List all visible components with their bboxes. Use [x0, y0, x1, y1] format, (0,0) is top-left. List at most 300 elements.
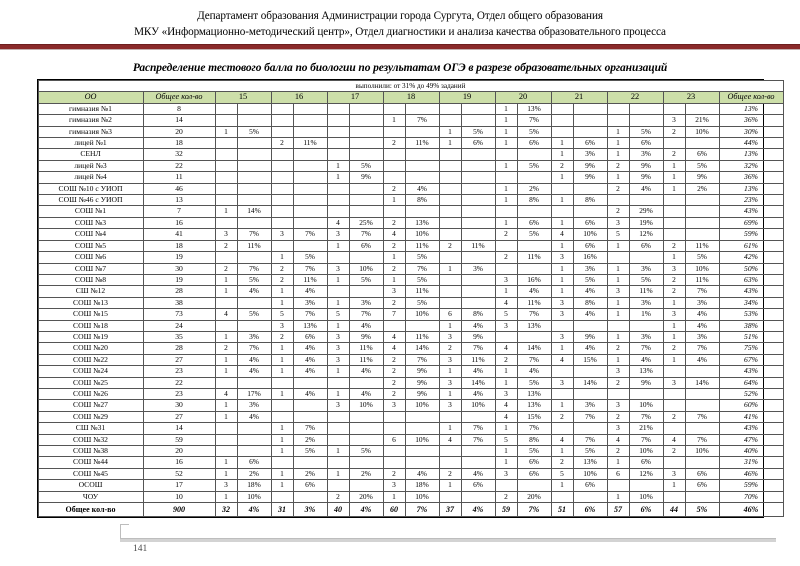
cell-pct-18: 10% — [405, 229, 439, 240]
row-org-name: СОШ №1 — [38, 206, 143, 217]
cell-pct-23: 9% — [685, 172, 719, 183]
cell-count-19: 2 — [439, 240, 461, 251]
cell-count-21: 1 — [551, 263, 573, 274]
cell-pct-17: 4% — [349, 388, 383, 399]
cell-count-15: 1 — [215, 206, 237, 217]
cell-count-17: 3 — [327, 354, 349, 365]
cell-count-19 — [439, 297, 461, 308]
cell-count-18 — [383, 172, 405, 183]
cell-count-23: 2 — [663, 240, 685, 251]
cell-pct-17 — [349, 103, 383, 114]
cell-count-15: 1 — [215, 126, 237, 137]
cell-pct-21: 16% — [573, 252, 607, 263]
cell-pct-23 — [685, 457, 719, 468]
cell-pct-18: 4% — [405, 183, 439, 194]
cell-pct-23: 5% — [685, 160, 719, 171]
row-grand-total-pct: 43% — [719, 286, 783, 297]
cell-pct-23: 7% — [685, 286, 719, 297]
cell-pct-15: 4% — [237, 286, 271, 297]
cell-pct-22: 19% — [629, 217, 663, 228]
row-org-name: СОШ №24 — [38, 366, 143, 377]
cell-count-21: 1 — [551, 286, 573, 297]
cell-pct-21: 10% — [573, 229, 607, 240]
cell-pct-18: 4% — [405, 468, 439, 479]
cell-count-15: 3 — [215, 480, 237, 491]
cell-pct-16 — [293, 115, 327, 126]
cell-count-18: 4 — [383, 331, 405, 342]
table-row — [38, 115, 783, 126]
table-row — [38, 411, 783, 422]
results-table-body — [38, 81, 783, 517]
cell-pct-15: 3% — [237, 400, 271, 411]
cell-pct-20: 13% — [517, 103, 551, 114]
cell-pct-19 — [461, 149, 495, 160]
cell-pct-18: 7% — [405, 354, 439, 365]
cell-pct-16: 5% — [293, 252, 327, 263]
cell-count-15 — [215, 172, 237, 183]
cell-pct-20: 5% — [517, 160, 551, 171]
cell-pct-17: 20% — [349, 491, 383, 502]
cell-pct-20: 6% — [517, 457, 551, 468]
row-total-count: 14 — [143, 423, 215, 434]
cell-pct-15 — [237, 377, 271, 388]
row-org-name: СОШ №27 — [38, 400, 143, 411]
cell-count-20: 59 — [495, 503, 517, 517]
cell-pct-19: 3% — [461, 263, 495, 274]
cell-count-16: 2 — [271, 331, 293, 342]
column-header-grand-total: Общее кол-во — [719, 92, 783, 103]
cell-count-23: 44 — [663, 503, 685, 517]
cell-count-19 — [439, 172, 461, 183]
cell-pct-15 — [237, 423, 271, 434]
cell-count-21 — [551, 423, 573, 434]
cell-pct-16 — [293, 491, 327, 502]
cell-pct-19: 11% — [461, 354, 495, 365]
table-banner-row — [38, 81, 783, 92]
cell-pct-15: 3% — [237, 331, 271, 342]
cell-count-22: 2 — [607, 183, 629, 194]
cell-pct-22 — [629, 252, 663, 263]
table-row — [38, 217, 783, 228]
table-row — [38, 388, 783, 399]
cell-count-18: 1 — [383, 252, 405, 263]
cell-pct-15 — [237, 138, 271, 149]
cell-count-23 — [663, 366, 685, 377]
cell-pct-16: 4% — [293, 286, 327, 297]
cell-count-22 — [607, 320, 629, 331]
cell-pct-23: 10% — [685, 263, 719, 274]
row-org-name: гимназия №2 — [38, 115, 143, 126]
cell-count-22: 1 — [607, 126, 629, 137]
cell-count-21: 3 — [551, 377, 573, 388]
cell-count-17: 3 — [327, 263, 349, 274]
cell-count-18: 2 — [383, 240, 405, 251]
cell-pct-22 — [629, 320, 663, 331]
cell-count-23: 3 — [663, 115, 685, 126]
cell-count-21 — [551, 320, 573, 331]
cell-pct-18: 11% — [405, 331, 439, 342]
cell-count-17: 1 — [327, 297, 349, 308]
cell-count-22: 5 — [607, 229, 629, 240]
cell-pct-20 — [517, 240, 551, 251]
row-total-count: 11 — [143, 172, 215, 183]
row-org-name: СОШ №4 — [38, 229, 143, 240]
cell-count-22: 1 — [607, 457, 629, 468]
cell-pct-18: 18% — [405, 480, 439, 491]
cell-pct-23: 2% — [685, 183, 719, 194]
cell-pct-21: 6% — [573, 480, 607, 491]
cell-pct-16: 2% — [293, 468, 327, 479]
cell-count-20: 2 — [495, 252, 517, 263]
cell-pct-15: 10% — [237, 491, 271, 502]
cell-count-19: 2 — [439, 468, 461, 479]
cell-pct-19 — [461, 446, 495, 457]
cell-count-22 — [607, 115, 629, 126]
row-org-name: СЕНЛ — [38, 149, 143, 160]
cell-pct-20 — [517, 263, 551, 274]
cell-count-20: 1 — [495, 286, 517, 297]
cell-count-15: 2 — [215, 240, 237, 251]
cell-count-23: 4 — [663, 434, 685, 445]
cell-pct-23 — [685, 229, 719, 240]
cell-count-16: 5 — [271, 309, 293, 320]
row-org-name: СОШ №5 — [38, 240, 143, 251]
header-divider — [0, 44, 800, 50]
cell-count-17: 1 — [327, 274, 349, 285]
cell-count-16: 1 — [271, 354, 293, 365]
cell-pct-21: 7% — [573, 411, 607, 422]
cell-pct-16: 4% — [293, 366, 327, 377]
cell-pct-19 — [461, 160, 495, 171]
cell-count-19 — [439, 160, 461, 171]
cell-count-23: 1 — [663, 297, 685, 308]
cell-pct-21 — [573, 388, 607, 399]
row-org-name: СОШ №45 — [38, 468, 143, 479]
table-row — [38, 457, 783, 468]
cell-pct-22: 21% — [629, 423, 663, 434]
cell-count-15 — [215, 160, 237, 171]
table-row — [38, 354, 783, 365]
row-grand-total-pct: 31% — [719, 457, 783, 468]
cell-pct-17: 6% — [349, 240, 383, 251]
cell-count-18: 1 — [383, 115, 405, 126]
cell-count-23: 1 — [663, 172, 685, 183]
cell-count-18 — [383, 423, 405, 434]
cell-count-16: 1 — [271, 286, 293, 297]
cell-pct-21 — [573, 320, 607, 331]
cell-count-20 — [495, 206, 517, 217]
cell-pct-17 — [349, 126, 383, 137]
cell-count-22: 3 — [607, 286, 629, 297]
cell-count-16 — [271, 149, 293, 160]
cell-count-17: 1 — [327, 446, 349, 457]
cell-pct-19 — [461, 229, 495, 240]
cell-pct-20: 11% — [517, 297, 551, 308]
cell-pct-23: 7% — [685, 411, 719, 422]
cell-count-17: 3 — [327, 331, 349, 342]
table-row — [38, 274, 783, 285]
table-row — [38, 160, 783, 171]
cell-count-22: 3 — [607, 400, 629, 411]
cell-pct-17: 10% — [349, 400, 383, 411]
row-total-count: 10 — [143, 491, 215, 502]
cell-count-15 — [215, 320, 237, 331]
table-row — [38, 240, 783, 251]
cell-pct-20: 2% — [517, 183, 551, 194]
cell-count-17: 1 — [327, 468, 349, 479]
row-total-count: 35 — [143, 331, 215, 342]
cell-pct-19 — [461, 172, 495, 183]
cell-pct-15 — [237, 160, 271, 171]
cell-count-17 — [327, 149, 349, 160]
cell-pct-17: 4% — [349, 320, 383, 331]
cell-pct-17: 4% — [349, 366, 383, 377]
cell-count-19: 1 — [439, 263, 461, 274]
cell-pct-16: 6% — [293, 331, 327, 342]
cell-pct-21 — [573, 103, 607, 114]
cell-pct-16: 7% — [293, 263, 327, 274]
cell-count-15 — [215, 195, 237, 206]
cell-pct-15: 18% — [237, 480, 271, 491]
cell-pct-21 — [573, 183, 607, 194]
cell-count-19 — [439, 446, 461, 457]
cell-count-15: 1 — [215, 400, 237, 411]
cell-pct-19: 4% — [461, 320, 495, 331]
cell-count-21 — [551, 206, 573, 217]
row-total-count: 20 — [143, 446, 215, 457]
cell-count-17 — [327, 183, 349, 194]
row-grand-total-pct: 46% — [719, 468, 783, 479]
column-header-score-22: 22 — [607, 92, 663, 103]
row-org-name: СШ №12 — [38, 286, 143, 297]
cell-count-20: 1 — [495, 183, 517, 194]
cell-count-21 — [551, 366, 573, 377]
cell-count-21: 1 — [551, 274, 573, 285]
cell-count-22: 1 — [607, 274, 629, 285]
cell-count-15 — [215, 149, 237, 160]
cell-count-17 — [327, 286, 349, 297]
cell-count-20 — [495, 331, 517, 342]
cell-count-16 — [271, 183, 293, 194]
row-org-name: СОШ №8 — [38, 274, 143, 285]
cell-count-17: 1 — [327, 160, 349, 171]
cell-pct-17 — [349, 434, 383, 445]
cell-pct-18: 9% — [405, 377, 439, 388]
cell-count-17 — [327, 126, 349, 137]
row-grand-total-pct: 42% — [719, 252, 783, 263]
cell-pct-18: 7% — [405, 503, 439, 517]
row-org-name: СОШ №26 — [38, 388, 143, 399]
cell-count-22: 3 — [607, 217, 629, 228]
cell-pct-22: 9% — [629, 172, 663, 183]
cell-pct-15: 17% — [237, 388, 271, 399]
cell-pct-16: 4% — [293, 388, 327, 399]
cell-pct-15 — [237, 252, 271, 263]
cell-count-17: 5 — [327, 309, 349, 320]
cell-count-18: 2 — [383, 388, 405, 399]
cell-pct-20: 13% — [517, 400, 551, 411]
table-row — [38, 480, 783, 491]
cell-count-17 — [327, 206, 349, 217]
cell-pct-16: 3% — [293, 503, 327, 517]
cell-pct-17 — [349, 377, 383, 388]
table-row — [38, 103, 783, 114]
row-grand-total-pct: 64% — [719, 377, 783, 388]
cell-pct-23: 7% — [685, 434, 719, 445]
cell-pct-21 — [573, 126, 607, 137]
row-org-name: лицей №4 — [38, 172, 143, 183]
row-grand-total-pct: 36% — [719, 172, 783, 183]
cell-pct-16: 7% — [293, 309, 327, 320]
cell-count-17 — [327, 103, 349, 114]
cell-count-23: 2 — [663, 149, 685, 160]
table-row — [38, 468, 783, 479]
column-header-score-20: 20 — [495, 92, 551, 103]
cell-count-18 — [383, 457, 405, 468]
cell-pct-15 — [237, 195, 271, 206]
cell-pct-19 — [461, 115, 495, 126]
cell-count-16: 1 — [271, 480, 293, 491]
cell-count-20 — [495, 172, 517, 183]
cell-count-20 — [495, 263, 517, 274]
cell-count-16: 2 — [271, 263, 293, 274]
cell-pct-18: 5% — [405, 252, 439, 263]
cell-pct-16 — [293, 103, 327, 114]
row-org-name: СОШ №46 с УИОП — [38, 195, 143, 206]
cell-count-19 — [439, 229, 461, 240]
cell-pct-21: 9% — [573, 331, 607, 342]
row-org-name: СОШ №20 — [38, 343, 143, 354]
row-grand-total-pct: 46% — [719, 503, 783, 517]
cell-count-15 — [215, 446, 237, 457]
cell-pct-15 — [237, 115, 271, 126]
cell-count-18 — [383, 160, 405, 171]
cell-count-23 — [663, 229, 685, 240]
cell-pct-20: 5% — [517, 377, 551, 388]
cell-pct-19: 11% — [461, 240, 495, 251]
cell-pct-19 — [461, 217, 495, 228]
cell-pct-19: 8% — [461, 309, 495, 320]
cell-pct-21: 4% — [573, 343, 607, 354]
cell-count-17: 4 — [327, 217, 349, 228]
cell-count-17 — [327, 457, 349, 468]
cell-count-21 — [551, 491, 573, 502]
cell-pct-19: 4% — [461, 388, 495, 399]
cell-count-20: 3 — [495, 274, 517, 285]
row-grand-total-pct: 59% — [719, 480, 783, 491]
cell-pct-22: 6% — [629, 240, 663, 251]
cell-count-15: 1 — [215, 491, 237, 502]
cell-count-19 — [439, 491, 461, 502]
cell-count-15: 32 — [215, 503, 237, 517]
cell-count-23: 2 — [663, 411, 685, 422]
cell-pct-21: 5% — [573, 446, 607, 457]
cell-pct-23: 10% — [685, 126, 719, 137]
row-grand-total-pct: 60% — [719, 400, 783, 411]
cell-pct-19: 14% — [461, 377, 495, 388]
cell-count-18: 2 — [383, 183, 405, 194]
cell-pct-18: 9% — [405, 388, 439, 399]
cell-count-21: 1 — [551, 217, 573, 228]
cell-pct-21 — [573, 423, 607, 434]
cell-count-15: 3 — [215, 229, 237, 240]
cell-count-20: 2 — [495, 491, 517, 502]
cell-count-16 — [271, 411, 293, 422]
cell-pct-15: 4% — [237, 411, 271, 422]
cell-count-19: 1 — [439, 388, 461, 399]
cell-count-23: 2 — [663, 446, 685, 457]
row-grand-total-pct: 43% — [719, 423, 783, 434]
row-grand-total-pct: 69% — [719, 217, 783, 228]
cell-pct-23: 5% — [685, 503, 719, 517]
cell-count-21: 1 — [551, 343, 573, 354]
cell-pct-16 — [293, 411, 327, 422]
cell-pct-18: 10% — [405, 309, 439, 320]
cell-count-22: 2 — [607, 446, 629, 457]
row-org-name: гимназия №1 — [38, 103, 143, 114]
column-header-score-19: 19 — [439, 92, 495, 103]
cell-count-21 — [551, 115, 573, 126]
cell-pct-21: 15% — [573, 354, 607, 365]
cell-pct-18: 9% — [405, 366, 439, 377]
cell-pct-23 — [685, 400, 719, 411]
cell-pct-16: 7% — [293, 423, 327, 434]
row-grand-total-pct: 75% — [719, 343, 783, 354]
cell-pct-15: 7% — [237, 229, 271, 240]
cell-count-21: 5 — [551, 468, 573, 479]
cell-pct-19: 7% — [461, 423, 495, 434]
cell-pct-20: 14% — [517, 343, 551, 354]
cell-count-18: 4 — [383, 229, 405, 240]
cell-count-15 — [215, 103, 237, 114]
cell-pct-19 — [461, 274, 495, 285]
cell-count-22 — [607, 103, 629, 114]
cell-count-23: 2 — [663, 286, 685, 297]
row-grand-total-pct: 30% — [719, 126, 783, 137]
cell-count-17: 1 — [327, 240, 349, 251]
cell-count-15 — [215, 183, 237, 194]
cell-count-19 — [439, 274, 461, 285]
cell-count-20: 2 — [495, 354, 517, 365]
row-grand-total-pct: 23% — [719, 195, 783, 206]
cell-count-21 — [551, 126, 573, 137]
cell-count-15 — [215, 138, 237, 149]
cell-pct-15: 6% — [237, 457, 271, 468]
cell-count-23 — [663, 103, 685, 114]
cell-pct-20: 11% — [517, 252, 551, 263]
cell-count-17: 40 — [327, 503, 349, 517]
cell-count-22: 4 — [607, 434, 629, 445]
cell-pct-18: 10% — [405, 400, 439, 411]
cell-count-19: 2 — [439, 343, 461, 354]
row-total-count: 27 — [143, 411, 215, 422]
column-header-total: Общее кол-во — [143, 92, 215, 103]
cell-count-23: 1 — [663, 252, 685, 263]
cell-pct-16: 3% — [293, 297, 327, 308]
row-org-name: СОШ №7 — [38, 263, 143, 274]
cell-count-20: 4 — [495, 411, 517, 422]
cell-pct-18 — [405, 160, 439, 171]
row-grand-total-pct: 47% — [719, 434, 783, 445]
cell-pct-21: 3% — [573, 149, 607, 160]
cell-count-20: 1 — [495, 457, 517, 468]
table-row — [38, 206, 783, 217]
cell-count-18: 7 — [383, 309, 405, 320]
cell-pct-22: 9% — [629, 377, 663, 388]
cell-pct-22 — [629, 103, 663, 114]
cell-pct-20 — [517, 149, 551, 160]
cell-pct-21: 8% — [573, 195, 607, 206]
